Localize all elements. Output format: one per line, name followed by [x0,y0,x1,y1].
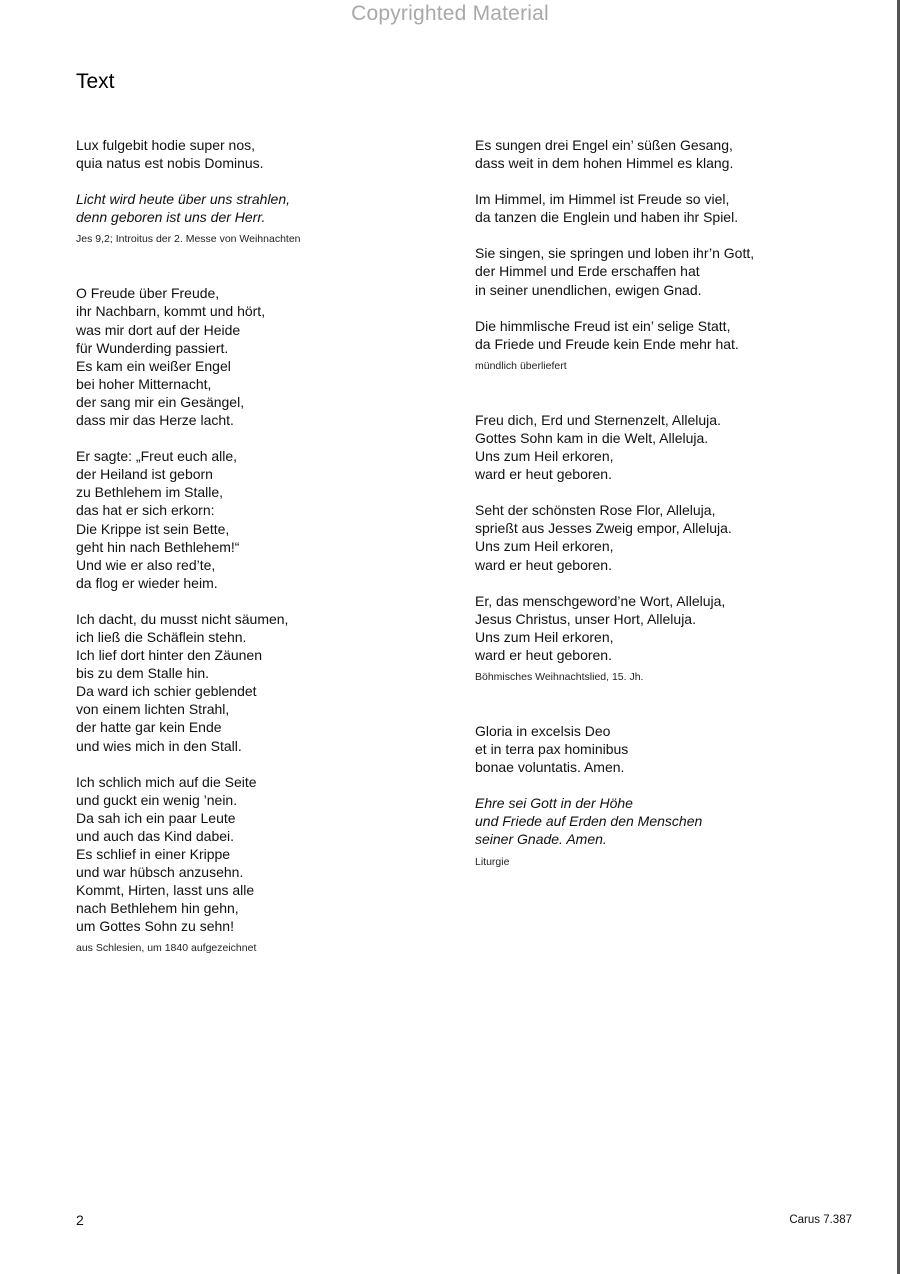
verse-line: nach Bethlehem hin gehn, [76,900,239,917]
verse-line: der sang mir ein Gesängel, [76,393,245,410]
verse-line: Die himmlische Freud ist ein’ selige Statt, [475,317,731,334]
verse-line: Freu dich, Erd und Sternenzelt, Alleluja. [475,411,721,428]
verse-line: Er sagte: „Freut euch alle, [76,448,238,465]
verse-line: und war hübsch anzusehn. [76,864,244,881]
verse-line: und guckt ein wenig ’nein. [76,791,238,808]
verse-line: Jesus Christus, unser Hort, Alleluja. [475,610,696,627]
verse-line: Kommt, Hirten, lasst uns alle [76,882,255,899]
source-note: aus Schlesien, um 1840 aufgezeichnet [76,942,257,955]
source-note: mündlich überliefert [475,359,567,372]
verse-line: Gottes Sohn kam in die Welt, Alleluja. [475,429,709,446]
stanza [475,190,875,226]
verse-line: Uns zum Heil erkoren, [475,628,614,645]
verse-line: bonae voluntatis. Amen. [475,759,625,776]
verse-line: Da ward ich schier geblendet [76,683,257,700]
verse-line: und Friede auf Erden den Menschen [475,813,703,830]
verse-line: Da sah ich ein paar Leute [76,809,236,826]
verse-line: ihr Nachbarn, kommt und hört, [76,303,266,320]
page-title: Text [76,70,115,93]
verse-line: ich ließ die Schäflein stehn. [76,628,247,645]
stanza [76,284,446,429]
verse-line: für Wunderding passiert. [76,339,229,356]
verse-line: in seiner unendlichen, ewigen Gnad. [475,281,702,298]
verse-line: Uns zum Heil erkoren, [475,448,614,465]
verse-line: dass weit in dem hohen Himmel es klang. [475,155,734,172]
gloria-german [475,794,875,848]
verse-line: was mir dort auf der Heide [76,321,241,338]
stanza [475,592,875,664]
verse-line: et in terra pax hominibus [475,741,629,758]
verse-line: Seht der schönsten Rose Flor, Alleluja, [475,502,716,519]
verse-line: Es kam ein weißer Engel [76,357,231,374]
verse-line: seiner Gnade. Amen. [475,831,607,848]
verse-line: Er, das menschgeword’ne Wort, Alleluja, [475,592,726,609]
stanza [76,773,446,936]
lux-latin [76,136,446,172]
source-note: Böhmisches Weihnachtslied, 15. Jh. [475,670,644,683]
verse-line: Uns zum Heil erkoren, [475,538,614,555]
verse-line: Sie singen, sie springen und loben ihr’n Gott, [475,245,755,262]
verse-line: ward er heut geboren. [475,556,612,573]
verse-line: da flog er wieder heim. [76,574,218,591]
verse-line: Ich lief dort hinter den Zäunen [76,647,263,664]
page-number: 2 [76,1212,84,1228]
stanza [475,501,875,573]
verse-line: um Gottes Sohn zu sehn! [76,918,234,935]
verse-line: bei hoher Mitternacht, [76,375,212,392]
verse-line: Und wie er also red’te, [76,556,216,573]
stanza [475,317,875,353]
verse-line: Lux fulgebit hodie super nos, [76,137,256,153]
verse-line: da Friede und Freude kein Ende mehr hat. [475,335,739,352]
verse-line: denn geboren ist uns der Herr. [76,209,266,226]
source-note: Jes 9,2; Introitus der 2. Messe von Weihnachten [76,233,301,246]
verse-line: das hat er sich erkorn: [76,502,215,519]
verse-line: und auch das Kind dabei. [76,827,235,844]
verse-line: da tanzen die Englein und haben ihr Spiel. [475,209,739,226]
verse-line: und wies mich in den Stall. [76,737,242,754]
verse-line: der Himmel und Erde erschaffen hat [475,263,700,280]
stanza [76,610,446,755]
verse-line: zu Bethlehem im Stalle, [76,484,224,501]
verse-line: Ich dacht, du musst nicht säumen, [76,610,289,627]
verse-line: ward er heut geboren. [475,466,612,483]
verse-line: quia natus est nobis Dominus. [76,155,264,172]
verse-line: von einem lichten Strahl, [76,701,230,718]
verse-line: Ehre sei Gott in der Höhe [475,795,633,812]
verse-line: geht hin nach Bethlehem!“ [76,538,240,555]
verse-line: der hatte gar kein Ende [76,719,222,736]
verse-line: ward er heut geboren. [475,646,612,663]
source-note: Liturgie [475,855,510,868]
left-column [76,136,446,955]
verse-line: Es sungen drei Engel ein’ süßen Gesang, [475,137,733,153]
copyright-watermark: Copyrighted Material [351,2,549,25]
verse-line: Gloria in excelsis Deo [475,722,611,739]
verse-line: Licht wird heute über uns strahlen, [76,191,291,208]
verse-line: dass mir das Herze lacht. [76,412,234,429]
verse-line: O Freude über Freude, [76,285,220,302]
stanza [475,136,875,172]
stanza [475,411,875,483]
verse-line: Im Himmel, im Himmel ist Freude so viel, [475,191,730,208]
verse-line: der Heiland ist geborn [76,466,213,483]
lux-german [76,190,446,226]
stanza [76,447,446,592]
stanza [475,244,875,298]
verse-line: Ich schlich mich auf die Seite [76,773,257,790]
verse-line: Die Krippe ist sein Bette, [76,520,230,537]
catalog-number: Carus 7.387 [789,1214,852,1226]
verse-line: Es schlief in einer Krippe [76,846,231,862]
gloria-latin [475,722,875,776]
right-column [475,136,875,869]
verse-line: sprießt aus Jesses Zweig empor, Alleluja. [475,520,732,537]
verse-line: bis zu dem Stalle hin. [76,665,210,682]
